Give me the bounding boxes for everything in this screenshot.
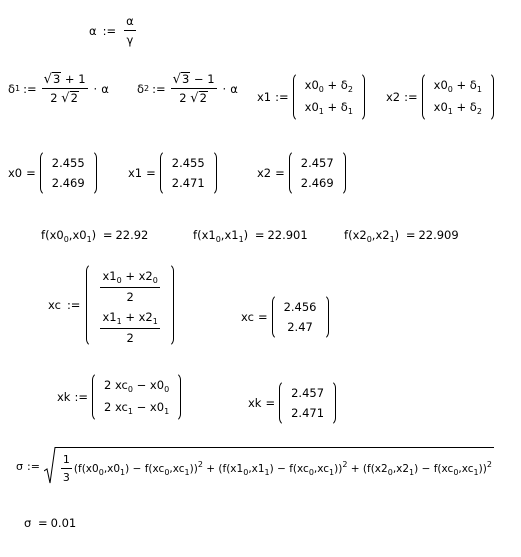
f-x0-result: $f(x0_0,x0_1) = 22.92$ xyxy=(41,228,149,244)
left-paren-icon xyxy=(289,150,297,196)
left-paren-icon xyxy=(279,380,287,426)
f-x0-value: 22.92 xyxy=(115,228,149,242)
equals-operator: = xyxy=(37,516,48,530)
right-paren-icon xyxy=(328,380,336,426)
x2-result xyxy=(257,150,346,196)
alpha-symbol: α xyxy=(101,81,109,96)
x2-label: x2 xyxy=(386,90,401,104)
equals-operator: = xyxy=(257,310,268,324)
sigma-value: 0.01 xyxy=(50,516,77,530)
x1-label: x1 xyxy=(257,90,272,104)
x1-vector: $x0_0 + \delta_2$ $x0_1 + \delta_1$ xyxy=(293,72,365,122)
vector-value: 2.47 xyxy=(287,320,313,334)
assign-operator: := xyxy=(74,390,88,404)
x1-label: x1 xyxy=(128,166,143,180)
equals-operator: = xyxy=(405,228,416,242)
right-paren-icon xyxy=(173,372,181,422)
x0-label: x0 xyxy=(8,166,23,180)
sqrt-icon: √ 3 xyxy=(172,72,190,87)
delta-symbol: δ xyxy=(8,81,16,96)
assign-operator: := xyxy=(275,90,289,104)
vector-value: 2.471 xyxy=(171,176,205,190)
equals-operator: = xyxy=(254,228,265,242)
xc-label: xc xyxy=(241,310,254,324)
left-paren-icon xyxy=(422,72,430,122)
assign-operator: := xyxy=(66,298,81,312)
x2-definition xyxy=(386,72,494,122)
x1-result xyxy=(128,150,217,196)
vector-value: 2.456 xyxy=(283,300,317,314)
f-x2-result: $f(x2_0,x2_1) = 22.909$ xyxy=(344,228,459,244)
times-operator: · xyxy=(93,81,98,96)
right-paren-icon xyxy=(486,72,494,122)
right-paren-icon xyxy=(89,150,97,196)
sqrt-icon: $\frac{1}{3}$ $(f(x0_0,x0_1) - f(xc_0,xc_1))^2 + (f(x1_0,x1_1) - f(xc_0,xc_1))^2 + (f(x2_0,x2_1) - f(xc_0,xc_1))^2$ xyxy=(44,447,494,485)
vector-value: 2.471 xyxy=(291,406,325,420)
x2-vector: $x0_0 + \delta_1$ $x0_1 + \delta_2$ xyxy=(422,72,494,122)
delta1-definition xyxy=(8,72,109,105)
f-x2-value: 22.909 xyxy=(418,228,459,242)
x2-vector xyxy=(289,150,346,196)
sqrt-icon: √ 3 xyxy=(43,72,61,87)
times-operator: · xyxy=(222,81,227,96)
left-paren-icon xyxy=(160,150,168,196)
xk-label: xk xyxy=(248,396,262,410)
alpha-definition xyxy=(89,14,138,47)
assign-operator: := xyxy=(152,81,166,96)
right-paren-icon xyxy=(357,72,365,122)
vector-value: 2.457 xyxy=(300,156,334,170)
xc-vector: $\frac{x1_0 + x2_0}{2}$ $\frac{x1_1 + x2_1}{2}$ xyxy=(86,263,173,347)
right-paren-icon xyxy=(209,150,217,196)
delta2-definition xyxy=(137,72,238,105)
delta1-fraction: √ 3 + 1 2 √ 2 xyxy=(43,72,86,106)
sqrt-icon: √ 2 xyxy=(190,91,207,106)
xk-result xyxy=(248,380,336,426)
f-x1-value: 22.901 xyxy=(267,228,308,242)
xk-label: xk xyxy=(57,390,71,404)
vector-value: 2.457 xyxy=(291,386,325,400)
xc-definition xyxy=(48,263,174,347)
x1-vector xyxy=(160,150,217,196)
vector-value: 2.469 xyxy=(51,176,85,190)
subscript: 2 xyxy=(144,84,150,93)
vector-value: 2.455 xyxy=(171,156,205,170)
xc-result xyxy=(241,294,329,340)
sigma-definition xyxy=(16,447,494,485)
xc-label: xc xyxy=(48,298,61,312)
delta-symbol: δ xyxy=(137,81,145,96)
sigma-symbol: σ xyxy=(24,516,32,530)
left-paren-icon xyxy=(293,72,301,122)
x2-label: x2 xyxy=(257,166,272,180)
assign-operator: := xyxy=(23,81,37,96)
sigma-symbol: σ xyxy=(16,459,23,473)
equals-operator: = xyxy=(275,166,285,180)
assign-operator: := xyxy=(102,23,117,38)
right-paren-icon xyxy=(321,294,329,340)
left-paren-icon xyxy=(86,263,94,347)
left-paren-icon xyxy=(40,150,48,196)
equals-operator: = xyxy=(102,228,113,242)
vector-value: 2.455 xyxy=(51,156,85,170)
alpha-symbol: α xyxy=(89,23,97,38)
fraction-denominator: γ xyxy=(126,33,134,47)
alpha-fraction xyxy=(124,14,136,47)
fraction-numerator: α xyxy=(124,14,136,31)
delta2-fraction: √ 3 − 1 2 √ 2 xyxy=(172,72,215,106)
f-x1-result: $f(x1_0,x1_1) = 22.901$ xyxy=(193,228,308,244)
right-paren-icon xyxy=(166,263,174,347)
xk-definition xyxy=(57,372,181,422)
assign-operator: := xyxy=(404,90,418,104)
x0-vector xyxy=(40,150,97,196)
xk-vector: 2 $xc_0 - x0_0$ 2 $xc_1 - x0_1$ xyxy=(92,372,181,422)
assign-operator: := xyxy=(26,459,40,473)
sqrt-icon: √ 2 xyxy=(61,91,78,106)
equals-operator: = xyxy=(146,166,156,180)
x0-result xyxy=(8,150,97,196)
xc-vector xyxy=(272,294,329,340)
subscript: 1 xyxy=(15,84,21,93)
sigma-result xyxy=(24,516,76,530)
equals-operator: = xyxy=(26,166,36,180)
left-paren-icon xyxy=(92,372,100,422)
equals-operator: = xyxy=(265,396,276,410)
right-paren-icon xyxy=(338,150,346,196)
x1-definition xyxy=(257,72,365,122)
xk-vector xyxy=(279,380,336,426)
alpha-symbol: α xyxy=(230,81,238,96)
vector-value: 2.469 xyxy=(300,176,334,190)
left-paren-icon xyxy=(272,294,280,340)
